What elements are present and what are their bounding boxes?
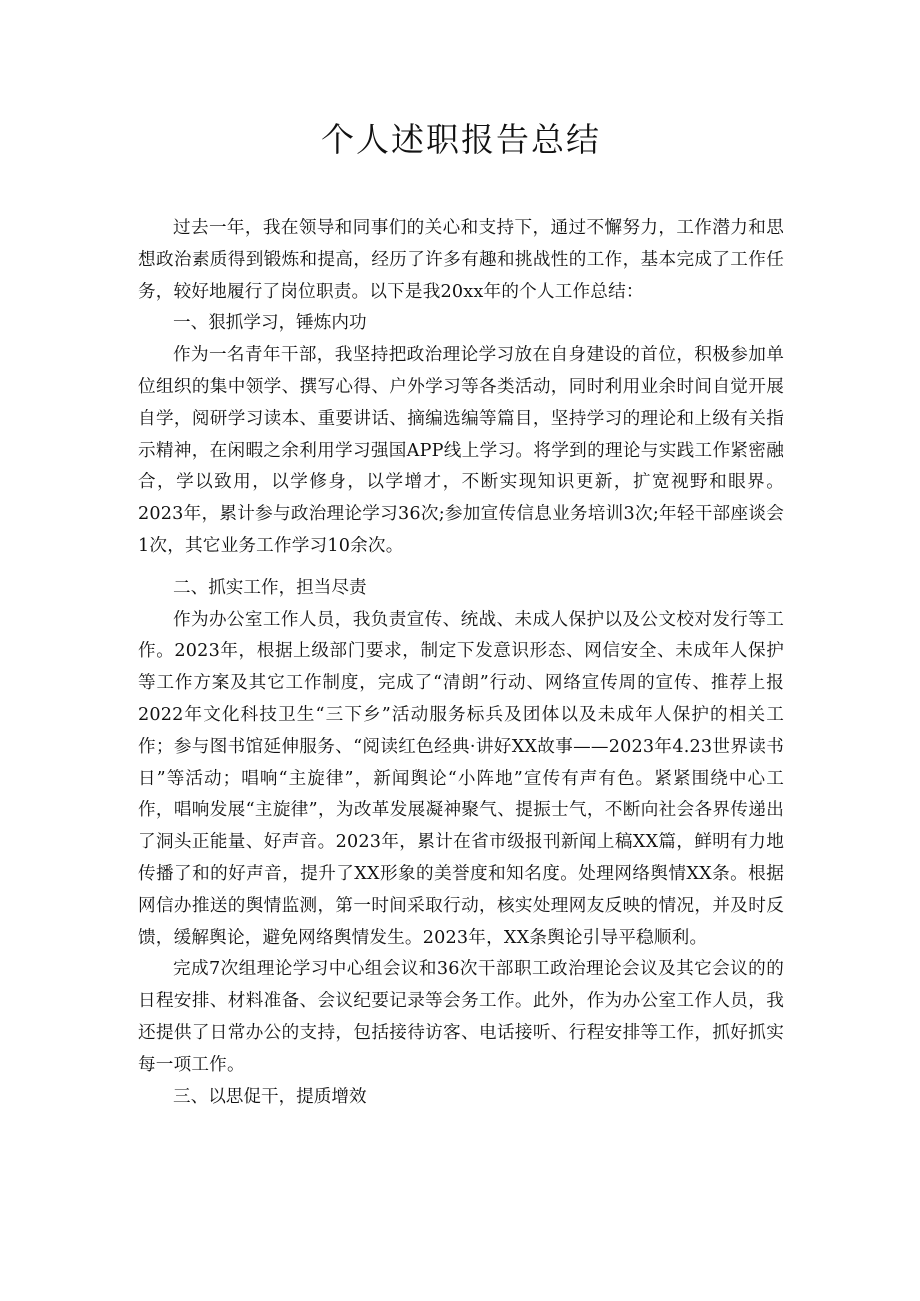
section-1-paragraph: 作为一名青年干部，我坚持把政治理论学习放在自身建设的首位，积极参加单位组织的集中领学、撰写心得、户外学习等各类活动，同时利用业余时间自觉开展自学，阅研学习读本、重要讲话、摘编选编等篇目，坚持学习的理论和上级有关指示精神，在闲暇之余利用学习强国APP线上学习。将学到的理论与实践工作紧密融合，学以致用，以学修身，以学增才，不断实现知识更新，扩宽视野和眼界。2023年，累计参与政治理论学习36次;参加宣传信息业务培训3次;年轻干部座谈会1次，其它业务工作学习10余次。: [138, 345, 784, 556]
section-heading-1: 一、狠抓学习，锤炼内功: [173, 313, 367, 334]
section-2-paragraph-1: 作为办公室工作人员，我负责宣传、统战、未成人保护以及公文校对发行等工作。2023年，根据上级部门要求，制定下发意识形态、网信安全、未成年人保护等工作方案及其它工作制度，完成了“清朗”行动、网络宣传周的宣传、推荐上报2022年文化科技卫生“三下乡”活动服务标兵及团体以及未成年人保护的相关工作；参与图书馆延伸服务、“阅读红色经典·讲好XX故事——2023年4.23世界读书日”等活动；唱响“主旋律”，新闻舆论“小阵地”宣传有声有色。紧紧围绕中心工作，唱响发展“主旋律”，为改革发展凝神聚气、提振士气，不断向社会各界传递出了洞头正能量、好声音。2023年，累计在省市级报刊新闻上稿XX篇，鲜明有力地传播了和的好声音，提升了XX形象的美誉度和知名度。处理网络舆情XX条。根据网信办推送的舆情监测，第一时间采取行动，核实处理网友反映的情况，并及时反馈，缓解舆论，避免网络舆情发生。2023年，XX条舆论引导平稳顺利。: [138, 609, 784, 948]
section-heading-3: 三、以思促干，提质增效: [173, 1086, 367, 1107]
document-title: 个人述职报告总结: [321, 120, 601, 159]
section-spacer: [138, 563, 784, 573]
section-heading-2: 二、抓实工作，担当尽责: [173, 577, 367, 598]
intro-paragraph: 过去一年，我在领导和同事们的关心和支持下，通过不懈努力，工作潜力和思想政治素质得到锻炼和提高，经历了许多有趣和挑战性的工作，基本完成了工作任务，较好地履行了岗位职责。以下是我20xx年的个人工作总结：: [138, 218, 784, 302]
document-body: [138, 213, 784, 1113]
section-2-paragraph-2: 完成7次组理论学习中心组会议和36次干部职工政治理论会议及其它会议的的日程安排、材料准备、会议纪要记录等会务工作。此外，作为办公室工作人员，我还提供了日常办公的支持，包括接待访客、电话接听、行程安排等工作，抓好抓实每一项工作。: [138, 959, 784, 1075]
